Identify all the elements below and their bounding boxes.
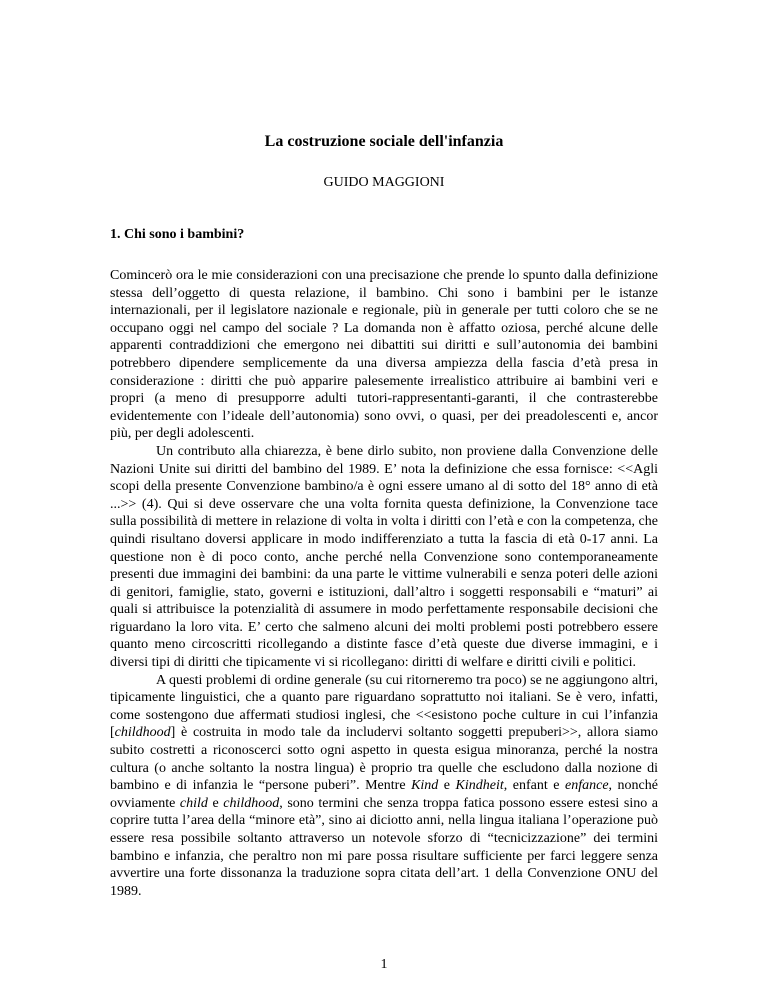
text-segment: Un contributo alla chiarezza, è bene dirlo subito, non proviene dalla Convenzione delle Nazioni Unite sui diritti del bambino del 1989. E’ nota la definizione che essa fornisce: <<Agli scopi della presente Convenzione bambino/a è ogni essere umano al di sotto del 18° anno di età ...>> (4). Qui si deve osservare che una volta fornita questa definizione, la Convenzione tace sulla possibilità di mettere in relazione di volta in volta i diritti con l’età e con la competenza, che quindi risultano doversi applicare in modo indifferenziato a tutta la fascia di età 0-17 anni. La questione non è di poco conto, anche perché nella Convenzione sono contemporaneamente presenti due immagini dei bambini: da una parte le vittime vulnerabili e senza poteri delle azioni di genitori, famiglie, stato, governi e istituzioni, dall’altro i soggetti responsabili e “maturi” ai quali si attribuisce la potenzialità di assumere in modo perfettamente responsabile decisioni che riguardano la loro vita. E’ certo che salmeno alcuni dei molti problemi posti potrebbero essere quanto meno circoscritti ricollegando a distinte fasce d’età queste due diverse immagini, e i diversi tipi di diritti che tipicamente vi si ricollegano: diritti di welfare e diritti civili e politici. xyxy=(110,443,658,671)
italic-term: childhood xyxy=(223,795,280,811)
italic-term: child xyxy=(179,795,208,811)
text-segment: ] è costruita in modo tale da includervi soltanto soggetti prepuberi>>, allora siamo subito costretti a riconoscerci sotto ogni aspetto in questa esigua minoranza, perché la nostra cultura (o anche soltanto la nostra lingua) è proprio tra quelle che escludono dalla nozione di bambino e di infanzia le “persone puberi”. Mentre xyxy=(110,725,658,794)
italic-term: childhood xyxy=(114,725,171,741)
text-segment: , sono termini che senza troppa fatica possono essere estesi sino a coprire tutta l’area della “minore età”, sino ai diciotto anni, nella lingua italiana l’operazione può essere resa possibile soltanto attraverso un notevole sforzo di “tecnicizzazione” dei termini bambino e infanzia, che peraltro non mi pare possa risultare sufficiente per farci leggere senza avvertire una forte dissonanza la traduzione sopra citata dell’art. 1 della Convenzione ONU del 1989. xyxy=(110,795,658,899)
text-segment: , enfant e xyxy=(503,778,566,794)
text-segment: A questi problemi di ordine generale (su cui ritorneremo tra poco) se ne aggiungono altri, tipicamente linguistici, che a quanto pare riguardano soprattutto noi italiani. Se è vero, infatti, come sostengono due affermati studiosi inglesi, che <<esistono poche culture in cui l’infanzia [ xyxy=(110,672,658,741)
paragraph-3 xyxy=(110,672,658,901)
text-segment: , nonché ovviamente xyxy=(110,778,658,811)
italic-term: Kindheit xyxy=(455,778,504,794)
paragraph-1 xyxy=(110,267,658,443)
text-segment: e xyxy=(207,795,224,811)
italic-term: enfance xyxy=(565,778,609,794)
page-number: 1 xyxy=(380,957,388,972)
author-name: GUIDO MAGGIONI xyxy=(323,175,445,190)
document-title: La costruzione sociale dell'infanzia xyxy=(264,133,504,150)
italic-term: Kind xyxy=(411,778,439,794)
paragraph-2 xyxy=(110,443,658,672)
body-text xyxy=(110,267,658,900)
text-segment: e xyxy=(438,778,456,794)
section-heading: 1. Chi sono i bambini? xyxy=(110,227,245,242)
text-segment: Comincerò ora le mie considerazioni con una precisazione che prende lo spunto dalla definizione stessa dell’oggetto di questa relazione, il bambino. Chi sono i bambini per le istanze internazionali, per il legislatore nazionale e regionale, più in generale per tutti coloro che se ne occupano oggi nel campo del sociale ? La domanda non è affatto oziosa, perché alcune delle apparenti contraddizioni che emergono nei dibattiti sui diritti e sull’autonomia dei bambini potrebbero dipendere semplicemente da una diversa ampiezza della fascia d’età presa in considerazione : diritti che può apparire palesemente irrealistico attribuire ai bambini veri e propri (a meno di presupporre adulti tutori-rappresentanti-garanti, il che contrasterebbe evidentemente con l’ideale dell’autonomia) sono ovvi, o quasi, per dei preadolescenti e, ancor più, per degli adolescenti. xyxy=(110,268,658,442)
